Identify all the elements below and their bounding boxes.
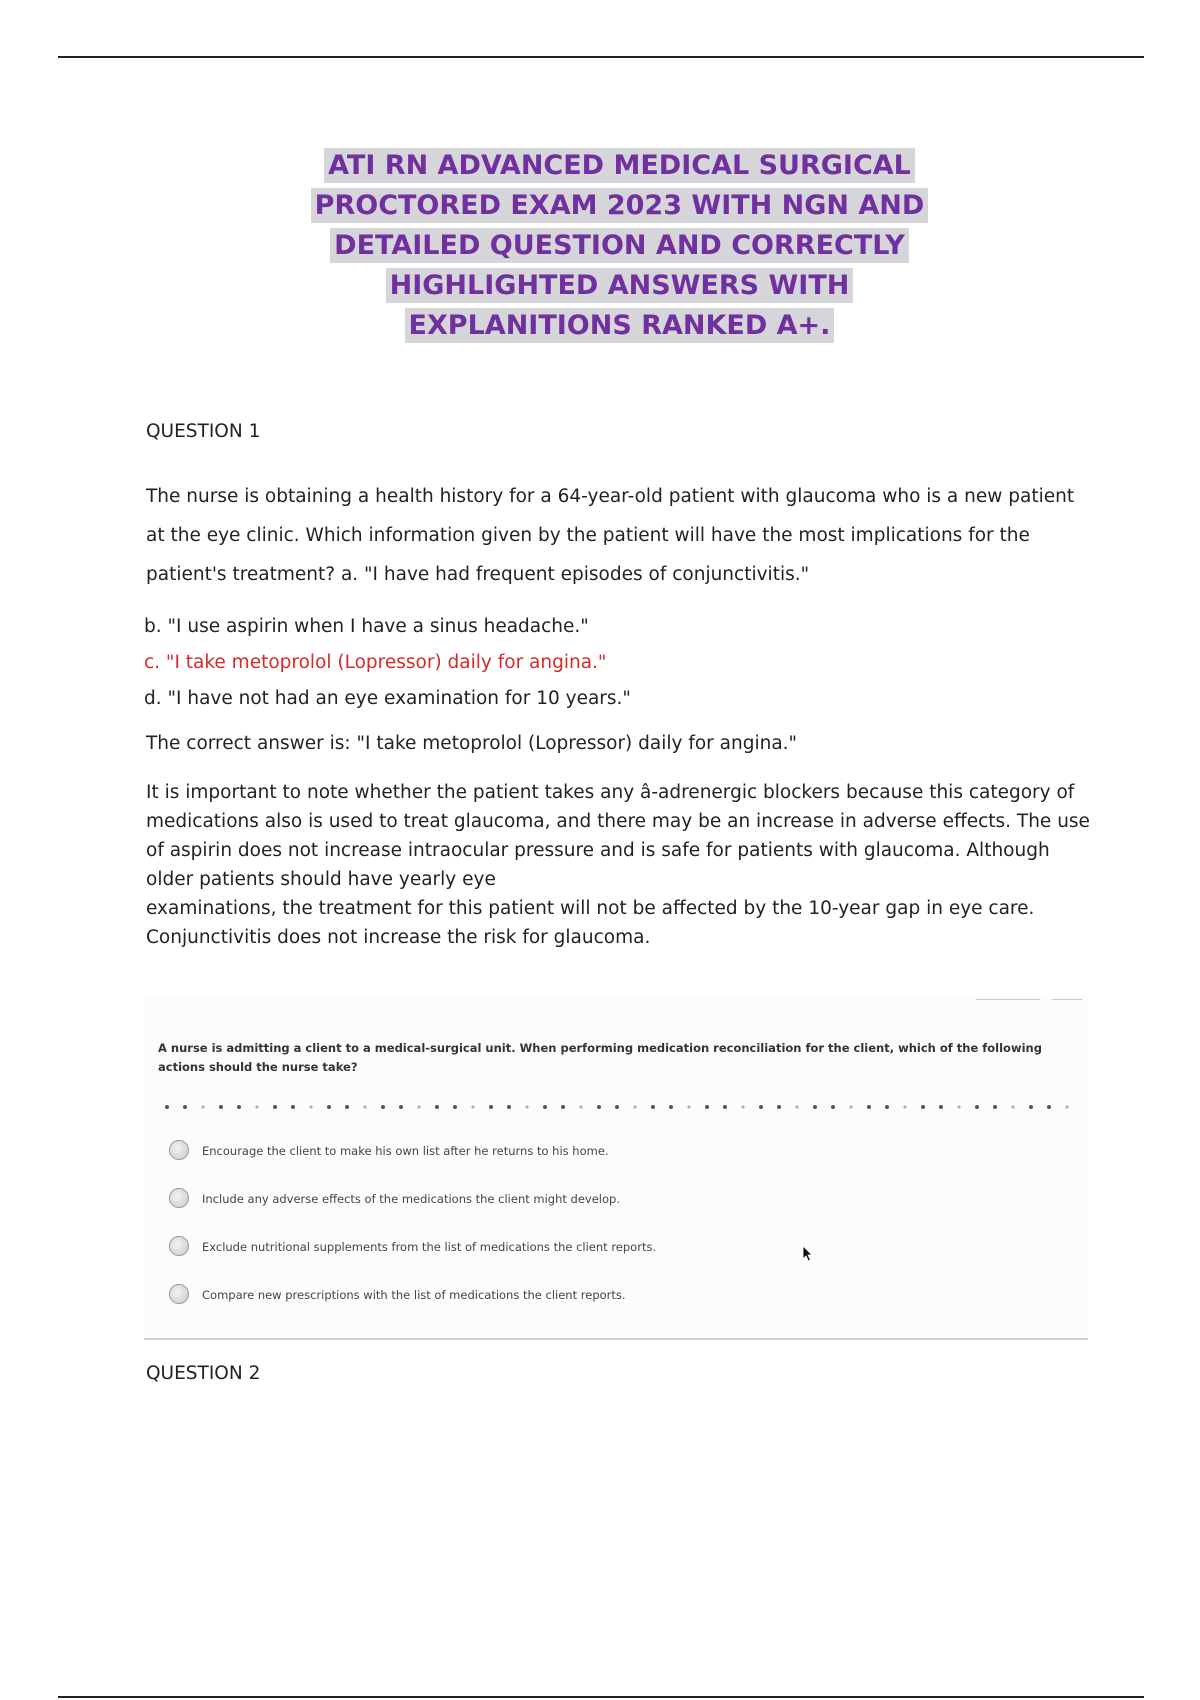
separator-dot — [813, 1105, 817, 1109]
title-line: ATI RN ADVANCED MEDICAL SURGICAL — [0, 148, 1200, 183]
separator-dot — [273, 1105, 277, 1109]
answer-explanation — [146, 778, 1091, 952]
separator-dot — [1065, 1105, 1068, 1108]
separator-dot — [471, 1105, 474, 1108]
decorative-line — [976, 999, 1040, 1000]
separator-dot — [633, 1105, 636, 1108]
separator-dot — [705, 1105, 709, 1109]
separator-dot — [1029, 1105, 1033, 1109]
separator-dot — [363, 1105, 366, 1108]
separator-dot — [327, 1105, 331, 1109]
separator-dot — [183, 1105, 187, 1109]
separator-dot — [453, 1105, 457, 1109]
separator-dot — [669, 1105, 673, 1109]
answer-choice-label: Encourage the client to make his own list after he returns to his home. — [202, 1144, 609, 1158]
separator-dot — [399, 1105, 403, 1109]
separator-dot — [1011, 1105, 1014, 1108]
separator-dot — [885, 1105, 889, 1109]
separator-dot — [417, 1105, 420, 1108]
separator-dot — [579, 1105, 582, 1108]
separator-dot — [939, 1105, 943, 1109]
separator-dot — [795, 1105, 798, 1108]
separator-dot — [345, 1105, 349, 1109]
separator-dot — [741, 1105, 744, 1108]
question-2-heading: QUESTION 2 — [146, 1363, 261, 1384]
answer-choice-label: Compare new prescriptions with the list of medications the client reports. — [202, 1288, 626, 1302]
separator-dot — [777, 1105, 781, 1109]
separator-dot — [291, 1105, 295, 1109]
document-title — [0, 148, 1200, 348]
radio-button[interactable] — [169, 1188, 189, 1208]
separator-dot — [543, 1105, 547, 1109]
separator-dot — [489, 1105, 493, 1109]
separator-dot — [723, 1105, 727, 1109]
question-1-heading: QUESTION 1 — [146, 421, 261, 442]
separator-dot — [435, 1105, 439, 1109]
dotted-separator — [164, 1102, 1069, 1112]
title-line: HIGHLIGHTED ANSWERS WITH — [0, 268, 1200, 303]
separator-dot — [651, 1105, 655, 1109]
top-rule — [58, 56, 1144, 58]
option-b: b. "I use aspirin when I have a sinus headache." — [144, 616, 589, 637]
title-line: EXPLANITIONS RANKED A+. — [0, 308, 1200, 343]
separator-dot — [201, 1105, 204, 1108]
separator-dot — [831, 1105, 835, 1109]
decorative-line — [1052, 999, 1082, 1000]
question-1-options — [144, 609, 1084, 717]
separator-dot — [255, 1105, 258, 1108]
separator-dot — [381, 1105, 385, 1109]
option-d: d. "I have not had an eye examination for 10 years." — [144, 688, 631, 709]
separator-dot — [867, 1105, 871, 1109]
separator-dot — [759, 1105, 763, 1109]
question-1-stem: The nurse is obtaining a health history for a 64-year-old patient with glaucoma who is a new patient at the eye clinic. Which information given by the patient will have the most implications for the patient's treatment? a. "I have had frequent episodes of conjunctivitis." — [146, 486, 1075, 585]
separator-dot — [615, 1105, 619, 1109]
separator-dot — [525, 1105, 528, 1108]
separator-dot — [1047, 1105, 1051, 1109]
separator-dot — [165, 1105, 169, 1109]
separator-dot — [957, 1105, 960, 1108]
separator-dot — [903, 1105, 906, 1108]
embedded-question-text: A nurse is admitting a client to a medical-surgical unit. When performing medication reconciliation for the client, which of the following actions should the nurse take? — [158, 1041, 1042, 1074]
separator-dot — [219, 1105, 223, 1109]
radio-button[interactable] — [169, 1236, 189, 1256]
option-c-correct: c. "I take metoprolol (Lopressor) daily for angina." — [144, 652, 607, 673]
radio-button[interactable] — [169, 1140, 189, 1160]
separator-dot — [687, 1105, 690, 1108]
embedded-question-screenshot — [144, 996, 1088, 1340]
mouse-pointer-icon — [802, 1245, 814, 1263]
separator-dot — [237, 1105, 241, 1109]
title-line: PROCTORED EXAM 2023 WITH NGN AND — [0, 188, 1200, 223]
radio-button[interactable] — [169, 1284, 189, 1304]
separator-dot — [507, 1105, 511, 1109]
separator-dot — [921, 1105, 925, 1109]
explanation-part-1: It is important to note whether the patient takes any â-adrenergic blockers because this category of medications also is used to treat glaucoma, and there may be an increase in adverse effects. The use of aspirin does not increase intraocular pressure and is safe for patients with glaucoma. Although older patients should have yearly eye — [146, 782, 1090, 890]
answer-choice-label: Exclude nutritional supplements from the list of medications the client reports. — [202, 1240, 657, 1254]
separator-dot — [561, 1105, 565, 1109]
bottom-rule — [58, 1696, 1144, 1698]
separator-dot — [849, 1105, 852, 1108]
separator-dot — [309, 1105, 312, 1108]
separator-dot — [597, 1105, 601, 1109]
separator-dot — [993, 1105, 997, 1109]
answer-choice-label: Include any adverse effects of the medications the client might develop. — [202, 1192, 620, 1206]
correct-answer: The correct answer is: "I take metoprolol (Lopressor) daily for angina." — [146, 733, 798, 754]
separator-dot — [975, 1105, 979, 1109]
title-line: DETAILED QUESTION AND CORRECTLY — [0, 228, 1200, 263]
explanation-part-2: examinations, the treatment for this patient will not be affected by the 10-year gap in eye care. Conjunctivitis does not increase the risk for glaucoma. — [146, 898, 1035, 948]
